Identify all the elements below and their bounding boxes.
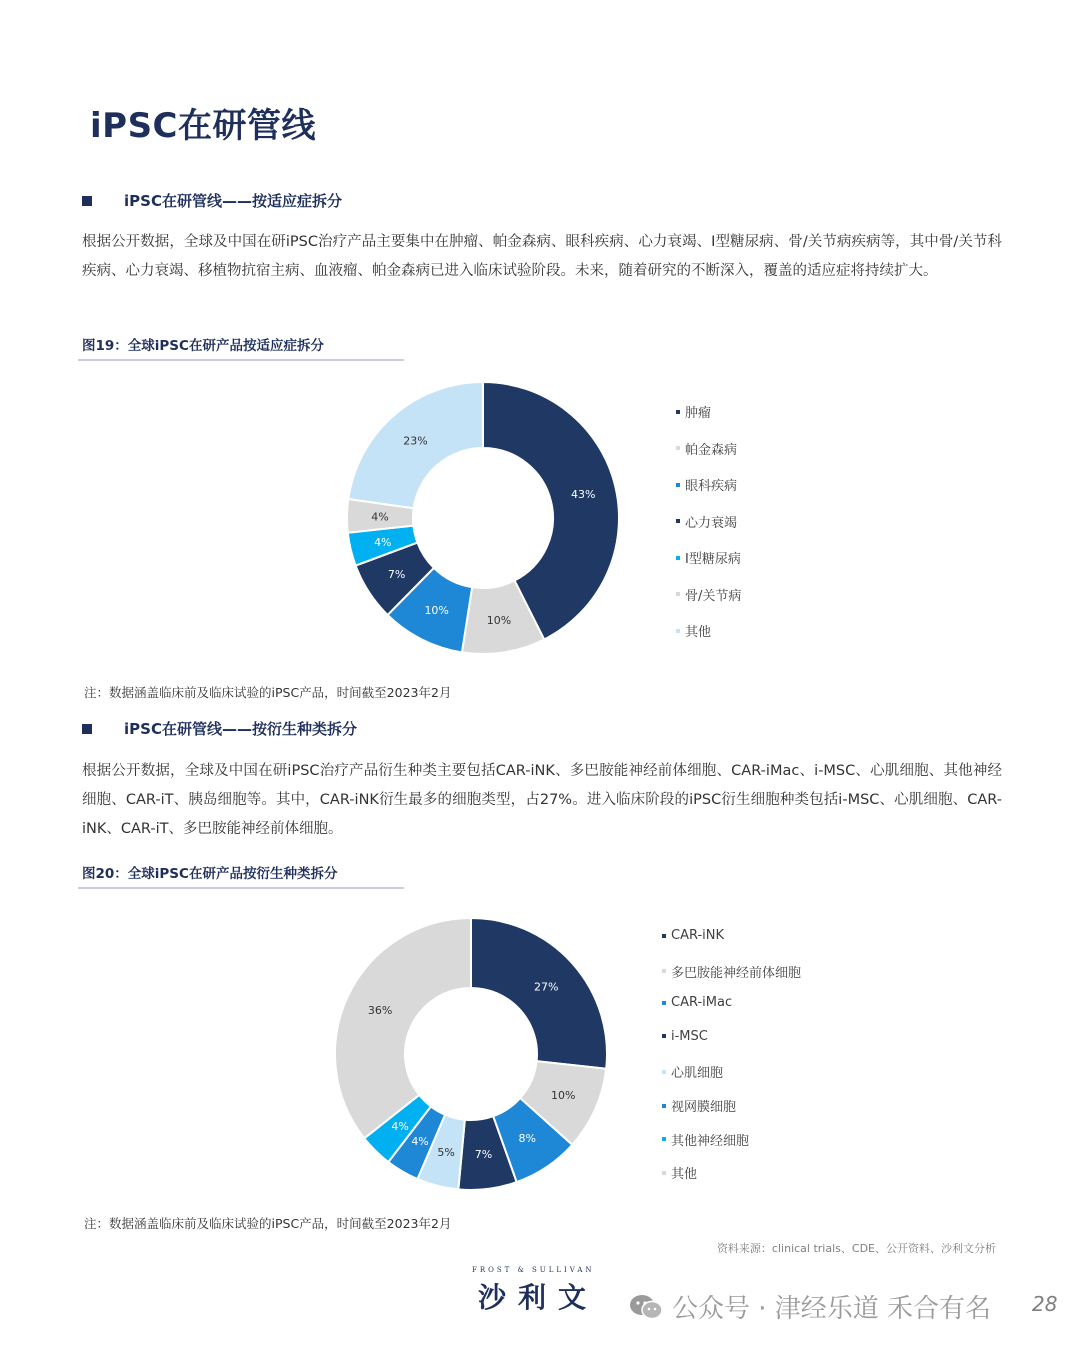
legend-label: 肿瘤 [685, 406, 712, 421]
donut-chart-derivative [320, 905, 630, 1205]
legend-label: 视网膜细胞 [671, 1100, 737, 1115]
legend-swatch [676, 519, 680, 523]
legend-swatch [676, 446, 680, 450]
slice-label: 4% [374, 535, 392, 549]
legend-label: 其他神经细胞 [671, 1133, 750, 1149]
legend-swatch [662, 934, 666, 938]
section-heading-text: iPSC在研管线——按适应症拆分 [124, 192, 342, 210]
legend-item [676, 475, 737, 494]
section-heading-text: iPSC在研管线——按衍生种类拆分 [124, 720, 357, 738]
legend-swatch [662, 969, 666, 973]
legend-label: 心肌细胞 [671, 1066, 724, 1082]
donut-chart-indication [330, 370, 640, 670]
slice-label: 10% [486, 613, 512, 627]
slice-label: 4% [391, 1119, 409, 1133]
legend-label: CAR-iNK [671, 928, 725, 943]
legend-label: 心力衰竭 [685, 515, 738, 531]
legend-item [676, 439, 737, 458]
legend-swatch [676, 629, 680, 633]
page-title: iPSC在研管线 [90, 106, 317, 146]
slice-label: 4% [371, 510, 389, 524]
section-paragraph-derivative: 根据公开数据，全球及中国在研iPSC治疗产品衍生种类主要包括CAR-iNK、多巴胺能神经前体细胞、CAR-iMac、i-MSC、心肌细胞、其他神经细胞、CAR-iT、胰岛细胞等。其中，CAR-iNK衍生最多的细胞类型，占27%。进入临床阶段的iPSC衍生细胞种类包括i-MSC、心肌细胞、CAR-iNK、CAR-iT、多巴胺能神经前体细胞。 [82, 763, 1002, 837]
legend-item [662, 995, 732, 1010]
slice-label: 36% [367, 1003, 393, 1017]
figure-title-20: 图20：全球iPSC在研产品按衍生种类拆分 [82, 866, 338, 882]
legend-derivative [662, 928, 882, 1188]
legend-label: CAR-iMac [671, 995, 733, 1011]
slice-label: 7% [474, 1148, 493, 1162]
legend-item [662, 1163, 697, 1182]
legend-item [662, 1062, 723, 1081]
slice-label: 10% [550, 1089, 576, 1103]
legend-item [662, 1130, 749, 1149]
figure-rule [78, 887, 404, 889]
slice-label: 5% [437, 1145, 455, 1159]
legend-swatch [676, 556, 680, 560]
legend-swatch [662, 1171, 666, 1175]
source-note: 资料来源：clinical trials、CDE、公开资料、沙利文分析 [716, 1242, 996, 1255]
legend-item [662, 928, 724, 943]
legend-label: Ⅰ型糖尿病 [685, 552, 741, 567]
slice-label: 10% [424, 603, 449, 617]
legend-item [676, 512, 737, 531]
wechat-icon [628, 1293, 664, 1321]
figure-note-20: 注：数据涵盖临床前及临床试验的iPSC产品，时间截至2023年2月 [84, 1216, 452, 1231]
legend-swatch [676, 592, 680, 596]
legend-item [676, 621, 711, 640]
slice-label: 7% [387, 568, 406, 582]
legend-swatch [662, 1137, 666, 1141]
figure-note-19: 注：数据涵盖临床前及临床试验的iPSC产品，时间截至2023年2月 [84, 685, 452, 700]
legend-label: 眼科疾病 [685, 479, 738, 494]
logo-chinese: 沙利文 [478, 1281, 599, 1314]
legend-swatch [676, 410, 680, 414]
section-bullet [82, 196, 92, 206]
legend-swatch [662, 1070, 666, 1074]
legend-label: 其他 [671, 1167, 698, 1183]
watermark [628, 1288, 991, 1325]
legend-item [662, 962, 801, 981]
logo-english: FROST & SULLIVAN [472, 1266, 595, 1274]
slice-label: 8% [518, 1131, 537, 1145]
legend-label: 多巴胺能神经前体细胞 [671, 965, 802, 981]
legend-swatch [662, 1034, 666, 1038]
legend-item [676, 402, 711, 421]
legend-item [676, 548, 741, 567]
watermark-text: 公众号 · 津经乐道 禾合有名 [672, 1294, 992, 1324]
legend-label: i-MSC [671, 1028, 708, 1044]
section-heading-indication [82, 190, 342, 211]
slice-label: 4% [411, 1135, 429, 1149]
legend-item [662, 1029, 708, 1044]
figure-rule [78, 359, 404, 361]
section-bullet [82, 724, 92, 734]
legend-swatch [662, 1001, 666, 1005]
legend-indication [676, 402, 876, 642]
legend-swatch [662, 1104, 666, 1108]
slice-label: 27% [533, 980, 559, 994]
page-number: 28 [1032, 1292, 1058, 1316]
legend-label: 其他 [685, 625, 712, 640]
donut-slice [335, 918, 471, 1138]
section-paragraph-indication: 根据公开数据，全球及中国在研iPSC治疗产品主要集中在肿瘤、帕金森病、眼科疾病、心力衰竭、Ⅰ型糖尿病、骨/关节病疾病等，其中骨/关节科疾病、心力衰竭、移植物抗宿主病、血液瘤、帕金森病已进入临床试验阶段。未来，随着研究的不断深入，覆盖的适应症将持续扩大。 [82, 234, 1002, 279]
slice-label: 43% [570, 488, 596, 502]
legend-label: 帕金森病 [685, 442, 738, 458]
legend-swatch [676, 483, 680, 487]
slice-label: 23% [403, 434, 428, 448]
figure-title-19: 图19：全球iPSC在研产品按适应症拆分 [82, 338, 324, 354]
legend-item [662, 1096, 736, 1115]
section-heading-derivative [82, 718, 357, 739]
legend-item [676, 585, 741, 604]
legend-label: 骨/关节病 [685, 588, 742, 604]
